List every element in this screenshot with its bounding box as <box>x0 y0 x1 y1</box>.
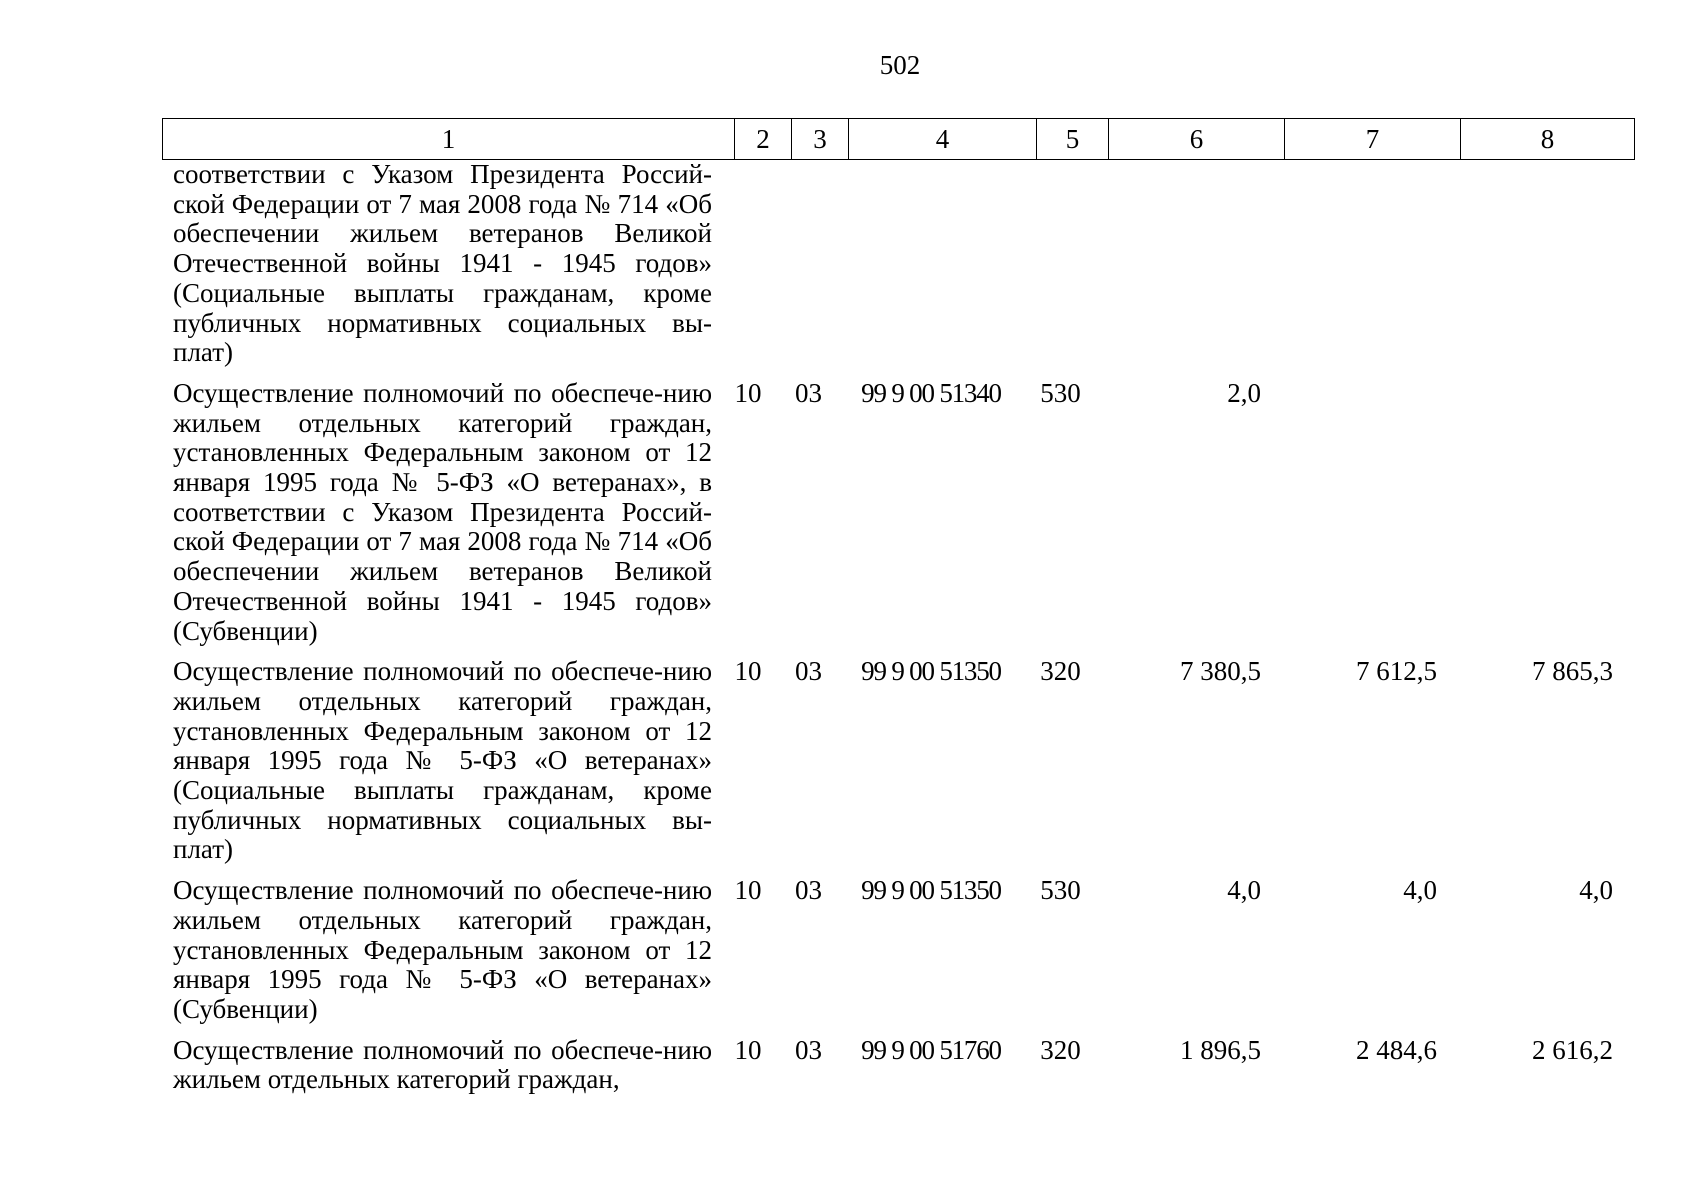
table-body <box>162 160 1634 1095</box>
row-section: 10 <box>734 1034 762 1065</box>
row-target-article: 99 9 00 51340 <box>861 377 1001 408</box>
header-col-8: 8 <box>1461 119 1635 160</box>
header-col-4: 4 <box>849 119 1037 160</box>
row-value-col6: 7 380,5 <box>1180 656 1261 687</box>
row-section: 10 <box>734 875 762 906</box>
row-section: 10 <box>734 377 762 408</box>
row-subsection: 03 <box>795 875 822 906</box>
row-expense-type: 320 <box>1040 656 1081 687</box>
row-value-col8 <box>1448 379 1624 646</box>
row-subsection: 03 <box>795 377 822 408</box>
row-value-col7: 7 612,5 <box>1356 656 1437 687</box>
row-value-col7 <box>1272 379 1448 646</box>
row-value-col7 <box>1272 160 1448 368</box>
table-row <box>162 160 1634 368</box>
row-description: Осуществление полномочий по обеспече-нию жильем отдельных категорий граждан, установленных Федеральным законом от 12 января 1995 года № 5-ФЗ «О ветеранах» (Социальные выплаты гражданам, кроме публичных нормативных социальных вы-плат) <box>173 656 712 865</box>
row-description: соответствии с Указом Президента Россий-ской Федерации от 7 мая 2008 года № 714 «Об обеспечении жильем ветеранов Великой Отечественной войны 1941 - 1945 годов» (Социальные выплаты гражданам, кроме публичных нормативных социальных вы-плат) <box>173 159 712 368</box>
row-target-article: 99 9 00 51350 <box>861 656 1001 687</box>
row-value-col8: 4,0 <box>1579 875 1613 906</box>
header-col-5: 5 <box>1037 119 1109 160</box>
row-expense-type: 530 <box>1040 377 1081 408</box>
row-value-col6: 1 896,5 <box>1180 1034 1261 1065</box>
row-expense-type <box>1025 160 1096 368</box>
row-value-col6: 2,0 <box>1227 377 1261 408</box>
row-value-col8: 2 616,2 <box>1532 1034 1613 1065</box>
row-value-col6: 4,0 <box>1227 875 1261 906</box>
table-header <box>162 118 1635 160</box>
table-row <box>162 1036 1634 1095</box>
header-col-6: 6 <box>1109 119 1285 160</box>
row-description: Осуществление полномочий по обеспече-нию жильем отдельных категорий граждан, установленных Федеральным законом от 12 января 1995 года № 5-ФЗ «О ветеранах» (Субвенции) <box>173 875 712 1024</box>
row-subsection: 03 <box>795 656 822 687</box>
header-col-3: 3 <box>792 119 849 160</box>
row-value-col7: 4,0 <box>1403 875 1437 906</box>
header-col-2: 2 <box>735 119 792 160</box>
table-row <box>162 657 1634 865</box>
row-subsection: 03 <box>795 1034 822 1065</box>
table-row <box>162 876 1634 1025</box>
row-value-col8: 7 865,3 <box>1532 656 1613 687</box>
row-value-col7: 2 484,6 <box>1356 1034 1437 1065</box>
table-row <box>162 379 1634 646</box>
row-section: 10 <box>734 656 762 687</box>
row-description: Осуществление полномочий по обеспече-нию жильем отдельных категорий граждан, установленных Федеральным законом от 12 января 1995 года № 5-ФЗ «О ветеранах», в соответствии с Указом Президента Россий-ской Федерации от 7 мая 2008 года № 714 «Об обеспечении жильем ветеранов Великой Отечественной войны 1941 - 1945 годов» (Субвенции) <box>173 377 712 646</box>
row-target-article: 99 9 00 51760 <box>861 1034 1001 1065</box>
row-value-col6 <box>1096 160 1272 368</box>
row-subsection <box>780 160 837 368</box>
row-section <box>722 160 780 368</box>
row-target-article <box>837 160 1025 368</box>
row-target-article: 99 9 00 51350 <box>861 875 1001 906</box>
row-description: Осуществление полномочий по обеспече-нию жильем отдельных категорий граждан, <box>173 1034 712 1095</box>
row-expense-type: 530 <box>1040 875 1081 906</box>
page-number: 502 <box>879 50 921 80</box>
header-col-7: 7 <box>1285 119 1461 160</box>
row-expense-type: 320 <box>1040 1034 1081 1065</box>
row-value-col8 <box>1448 160 1624 368</box>
header-col-1: 1 <box>163 119 735 160</box>
